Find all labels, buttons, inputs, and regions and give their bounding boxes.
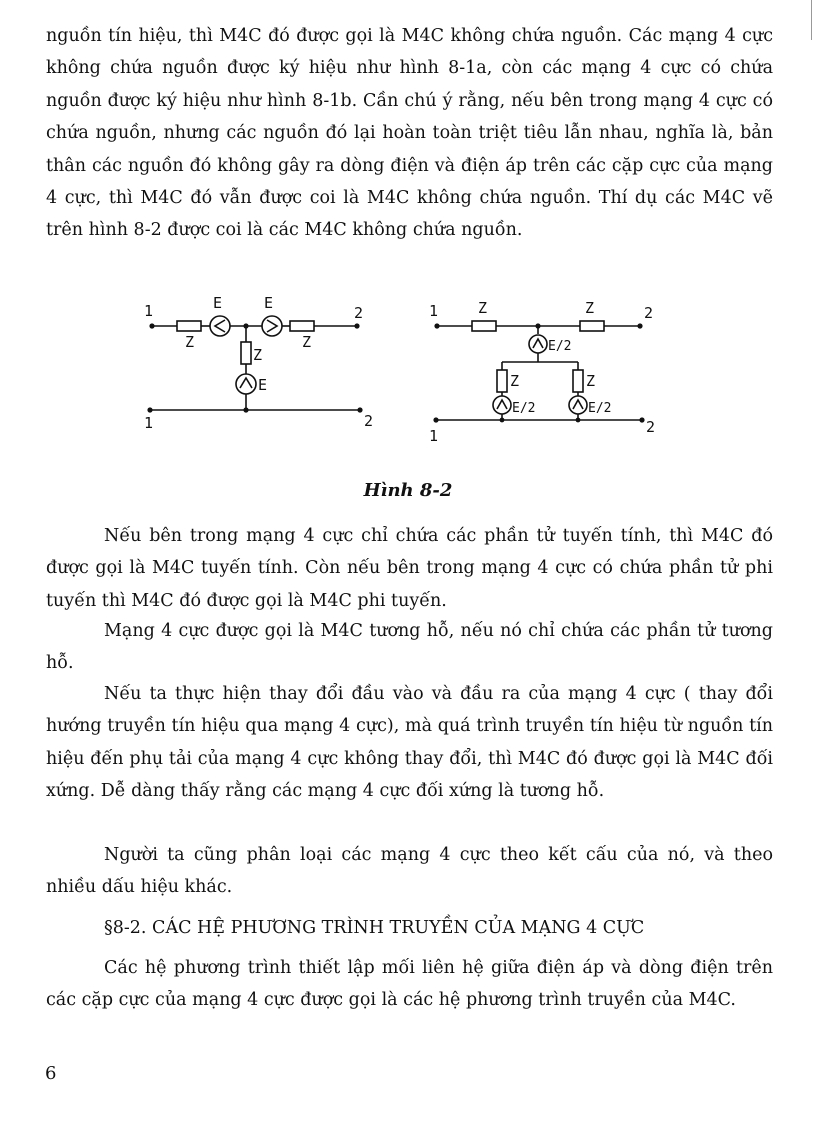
right-impedance-label-2: Z: [585, 299, 595, 317]
paragraph-5: Người ta cũng phân loại các mạng 4 cực theo kết cấu của nó, và theo nhiều dấu hiệu khác.: [46, 845, 773, 898]
left-source-label-3: E: [258, 376, 268, 394]
left-impedance-label-1: Z: [185, 333, 195, 351]
left-terminal-1-top: 1: [144, 302, 154, 320]
paragraph-3: Mạng 4 cực được gọi là M4C tương hỗ, nếu nó chỉ chứa các phần tử tương hỗ.: [46, 621, 773, 674]
left-impedance-label-2: Z: [302, 333, 312, 351]
left-source-label-2: E: [264, 294, 274, 312]
right-source-label-3: E/2: [588, 401, 612, 416]
right-impedance-label-1: Z: [478, 299, 488, 317]
left-terminal-2-bottom: 2: [364, 412, 374, 430]
right-terminal-2-bottom: 2: [646, 418, 656, 436]
right-terminal-2-top: 2: [644, 304, 654, 322]
left-impedance-label-3: Z: [253, 346, 263, 364]
right-terminal-1-bottom: 1: [429, 427, 439, 445]
right-impedance-label-4: Z: [586, 372, 596, 390]
circuit-diagrams: [132, 286, 662, 446]
left-terminal-2-top: 2: [354, 304, 364, 322]
left-terminal-1-bottom: 1: [144, 414, 154, 432]
left-source-label-1: E: [213, 294, 223, 312]
section-heading: §8-2. CÁC HỆ PHƯƠNG TRÌNH TRUYỀN CỦA MẠNG 4 CỰC: [104, 918, 645, 938]
paragraph-1: nguồn tín hiệu, thì M4C đó được gọi là M4C không chứa nguồn. Các mạng 4 cực không chứa nguồn được ký hiệu như hình 8-1a, còn các mạng 4 cực có chứa nguồn được ký hiệu như hình 8-1b. Cần chú ý rằng, nếu bên trong mạng 4 cực có chứa nguồn, nhưng các nguồn đó lại hoàn toàn triệt tiêu lẫn nhau, nghĩa là, bản thân các nguồn đó không gây ra dòng điện và điện áp trên các cặp cực của mạng 4 cực, thì M4C đó vẫn được coi là M4C không chứa nguồn. Thí dụ các M4C vẽ trên hình 8-2 được coi là các M4C không chứa nguồn.: [46, 26, 773, 241]
right-terminal-1-top: 1: [429, 302, 439, 320]
paragraph-6: Các hệ phương trình thiết lập mối liên hệ giữa điện áp và dòng điện trên các cặp cực của mạng 4 cực được gọi là các hệ phương trình truyền của M4C.: [46, 958, 773, 1011]
right-impedance-label-3: Z: [510, 372, 520, 390]
page-number: 6: [45, 1063, 57, 1084]
paragraph-4: Nếu ta thực hiện thay đổi đầu vào và đầu ra của mạng 4 cực ( thay đổi hướng truyền tín hiệu qua mạng 4 cực), mà quá trình truyền tín hiệu từ nguồn tín hiệu đến phụ tải của mạng 4 cực không thay đổi, thì M4C đó được gọi là M4C đối xứng. Dễ dàng thấy rằng các mạng 4 cực đối xứng là tương hỗ.: [46, 684, 773, 802]
paragraph-2: Nếu bên trong mạng 4 cực chỉ chứa các phần tử tuyến tính, thì M4C đó được gọi là M4C tuyến tính. Còn nếu bên trong mạng 4 cực có chứa phần tử phi tuyến thì M4C đó được gọi là M4C phi tuyến.: [46, 526, 773, 611]
figure-8-2: [132, 286, 662, 446]
right-source-label-1: E/2: [548, 339, 572, 354]
right-source-label-2: E/2: [512, 401, 536, 416]
page-edge-mark: [811, 0, 812, 40]
figure-caption: Hình 8-2: [363, 480, 453, 501]
